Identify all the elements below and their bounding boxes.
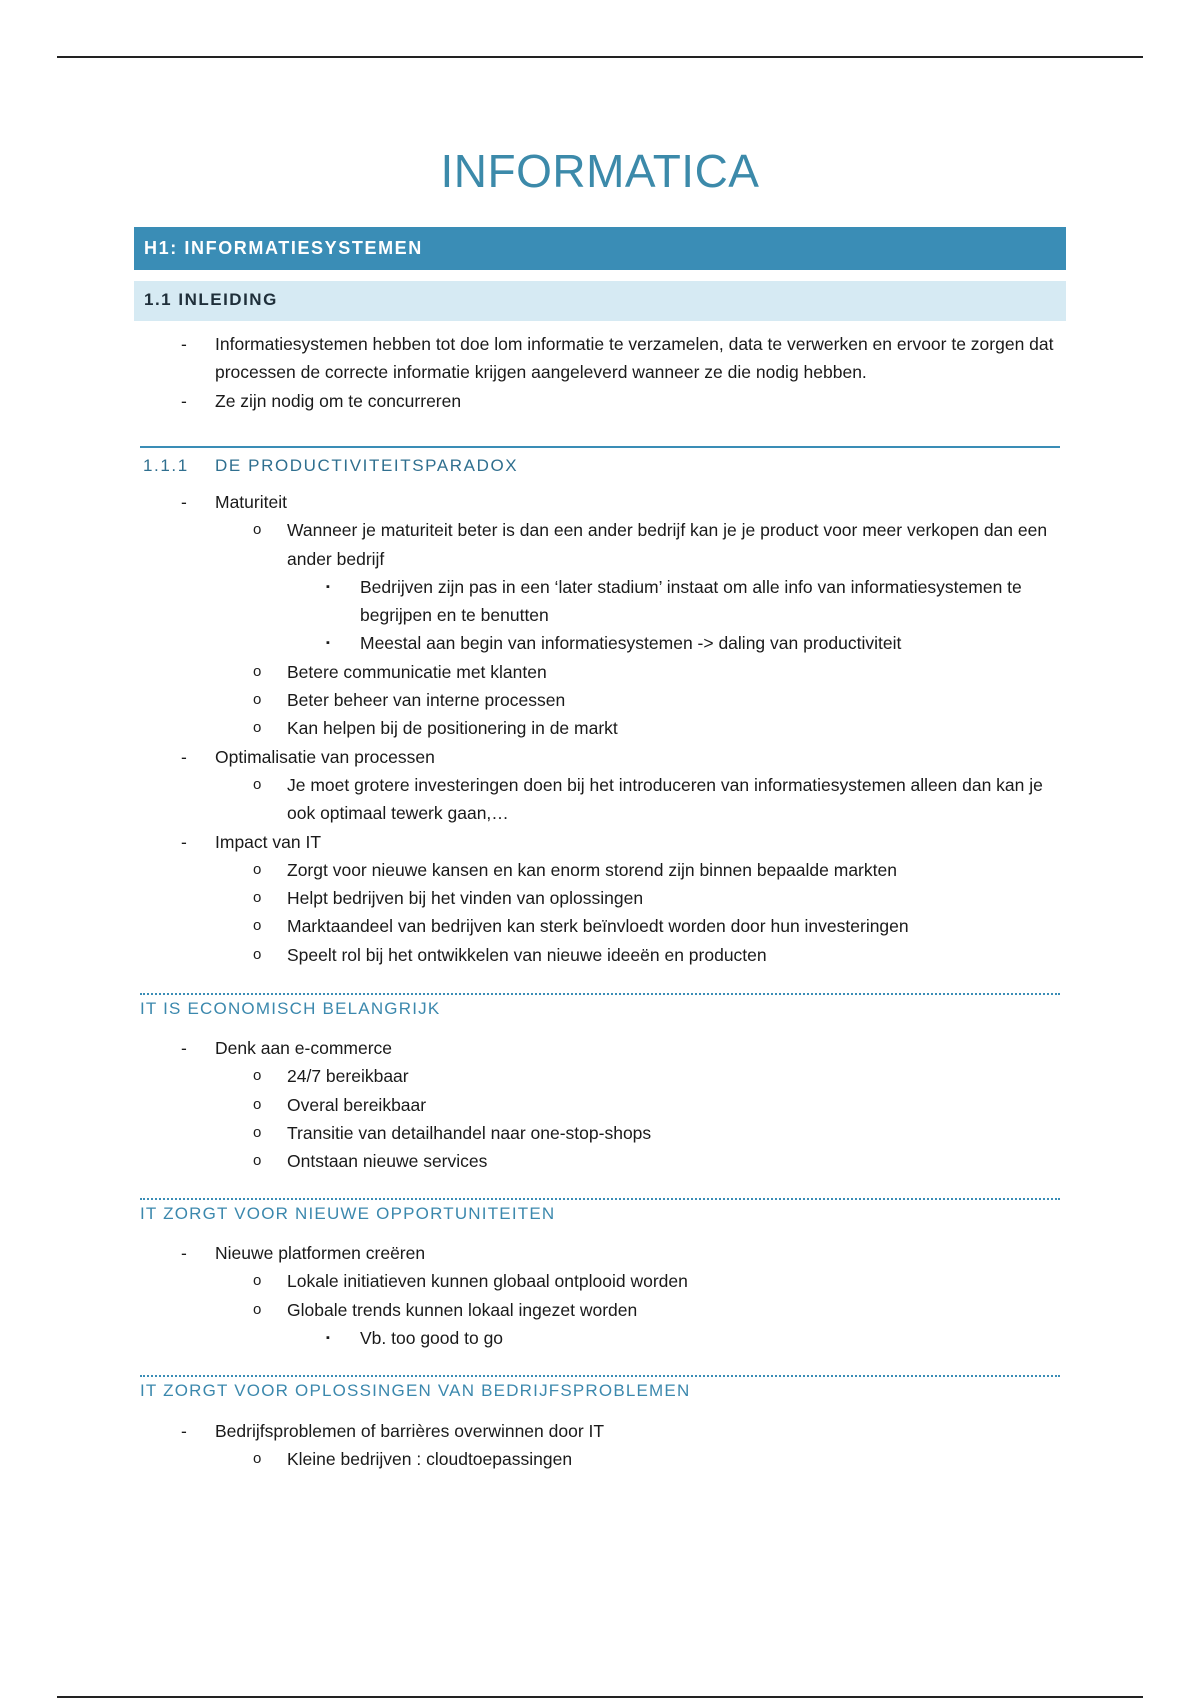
circle-bullet: o bbox=[253, 1152, 262, 1170]
list-item bbox=[0, 629, 1200, 657]
list-item bbox=[0, 771, 1200, 828]
square-bullet: ▪ bbox=[326, 580, 330, 593]
list-item bbox=[0, 743, 1200, 771]
dash-bullet: - bbox=[181, 1421, 187, 1441]
list-item bbox=[0, 1417, 1200, 1445]
list-item-text: Vb. too good to go bbox=[360, 1327, 504, 1348]
economisch-heading: IT IS ECONOMISCH BELANGRIJK bbox=[140, 993, 1060, 1019]
list-item-text: Denk aan e-commerce bbox=[215, 1038, 393, 1058]
list-item bbox=[0, 1324, 1200, 1352]
list-item-text: Maturiteit bbox=[215, 492, 287, 512]
circle-bullet: o bbox=[253, 1300, 262, 1318]
list-item-text: Kleine bedrijven : cloudtoepassingen bbox=[287, 1449, 573, 1470]
list-item bbox=[0, 1445, 1200, 1473]
list-item-text: Nieuwe platformen creëren bbox=[215, 1243, 426, 1263]
circle-bullet: o bbox=[253, 662, 262, 680]
list-item bbox=[0, 884, 1200, 912]
list-item-text: Globale trends kunnen lokaal ingezet worden bbox=[287, 1299, 638, 1320]
list-item bbox=[0, 856, 1200, 884]
list-item-text: Zorgt voor nieuwe kansen en kan enorm storend zijn binnen bepaalde markten bbox=[287, 859, 897, 880]
list-item-text: Transitie van detailhandel naar one-stop-shops bbox=[287, 1122, 652, 1143]
list-item-text: Je moet grotere investeringen doen bij het introduceren van informatiesystemen alleen dan kan je ook optimaal tewerk gaan,… bbox=[287, 774, 1043, 824]
list-item-text: Impact van IT bbox=[215, 831, 322, 852]
economisch-list bbox=[0, 1034, 1200, 1175]
list-item bbox=[0, 912, 1200, 940]
list-item-text: Speelt rol bij het ontwikkelen van nieuwe ideeën en producten bbox=[287, 944, 767, 965]
square-bullet: ▪ bbox=[326, 1331, 330, 1344]
document-title: INFORMATICA bbox=[440, 145, 760, 197]
list-item bbox=[0, 1239, 1200, 1267]
paradox-list bbox=[0, 488, 1200, 969]
subsection-heading bbox=[140, 446, 1060, 476]
list-item-text: Kan helpen bij de positionering in de markt bbox=[287, 718, 618, 739]
page-bottom-rule bbox=[57, 1696, 1143, 1698]
subsection-number: 1.1.1 bbox=[143, 456, 189, 475]
list-item-text: Informatiesystemen hebben tot doe lom informatie te verzamelen, data te verwerken en ervoor te zorgen dat processen de correcte informatie krijgen aangeleverd wanneer ze die nodig hebben. bbox=[215, 334, 1054, 383]
circle-bullet: o bbox=[253, 719, 262, 737]
dash-bullet: - bbox=[181, 1038, 187, 1058]
list-item bbox=[0, 1147, 1200, 1175]
list-item bbox=[0, 573, 1200, 630]
circle-bullet: o bbox=[253, 1067, 262, 1085]
list-item bbox=[0, 714, 1200, 742]
list-item-text: Beter beheer van interne processen bbox=[287, 690, 566, 711]
chapter-heading: H1: INFORMATIESYSTEMEN bbox=[134, 227, 1066, 270]
dash-bullet: - bbox=[181, 492, 187, 512]
section-heading: 1.1 INLEIDING bbox=[134, 281, 1066, 321]
list-item-text: Bedrijven zijn pas in een ‘later stadium’ instaat om alle info van informatiesystemen te begrijpen en te benutten bbox=[360, 576, 1022, 626]
circle-bullet: o bbox=[253, 945, 262, 963]
circle-bullet: o bbox=[253, 889, 262, 907]
list-item bbox=[0, 1119, 1200, 1147]
opportuniteiten-list bbox=[0, 1239, 1200, 1352]
intro-list bbox=[0, 330, 1200, 415]
circle-bullet: o bbox=[253, 1272, 262, 1290]
dash-bullet: - bbox=[181, 1243, 187, 1263]
circle-bullet: o bbox=[253, 775, 262, 793]
list-item-text: Helpt bedrijven bij het vinden van oplossingen bbox=[287, 888, 644, 909]
circle-bullet: o bbox=[253, 860, 262, 878]
list-item bbox=[0, 516, 1200, 573]
list-item-text: Ontstaan nieuwe services bbox=[287, 1151, 488, 1172]
circle-bullet: o bbox=[253, 1095, 262, 1113]
dash-bullet: - bbox=[181, 746, 187, 767]
list-item bbox=[0, 1034, 1200, 1062]
circle-bullet: o bbox=[253, 521, 262, 539]
list-item bbox=[0, 330, 1200, 387]
square-bullet: ▪ bbox=[326, 637, 330, 650]
circle-bullet: o bbox=[253, 1450, 262, 1468]
list-item bbox=[0, 1267, 1200, 1295]
list-item-text: Ze zijn nodig om te concurreren bbox=[215, 390, 462, 411]
circle-bullet: o bbox=[253, 691, 262, 709]
list-item bbox=[0, 828, 1200, 856]
list-item-text: Wanneer je maturiteit beter is dan een ander bedrijf kan je je product voor meer verkopen dan een ander bedrijf bbox=[287, 520, 1048, 569]
circle-bullet: o bbox=[253, 1123, 262, 1141]
list-item-text: Marktaandeel van bedrijven kan sterk beïnvloedt worden door hun investeringen bbox=[287, 916, 909, 937]
list-item bbox=[0, 686, 1200, 714]
list-item bbox=[0, 387, 1200, 415]
list-item bbox=[0, 658, 1200, 686]
dash-bullet: - bbox=[181, 334, 187, 354]
list-item-text: Bedrijfsproblemen of barrières overwinnen door IT bbox=[215, 1421, 605, 1441]
oplossingen-list bbox=[0, 1417, 1200, 1474]
list-item-text: Meestal aan begin van informatiesystemen -> daling van productiviteit bbox=[360, 633, 902, 654]
subsection-title: DE PRODUCTIVITEITSPARADOX bbox=[215, 456, 519, 475]
opportuniteiten-heading: IT ZORGT VOOR NIEUWE OPPORTUNITEITEN bbox=[140, 1198, 1060, 1224]
oplossingen-heading: IT ZORGT VOOR OPLOSSINGEN VAN BEDRIJFSPROBLEMEN bbox=[140, 1375, 1060, 1401]
list-item bbox=[0, 1296, 1200, 1324]
page-top-rule bbox=[57, 56, 1143, 58]
list-item bbox=[0, 941, 1200, 969]
dash-bullet: - bbox=[181, 390, 187, 411]
circle-bullet: o bbox=[253, 917, 262, 935]
list-item-text: Betere communicatie met klanten bbox=[287, 661, 547, 682]
dash-bullet: - bbox=[181, 831, 187, 852]
list-item bbox=[0, 1091, 1200, 1119]
list-item-text: 24/7 bereikbaar bbox=[287, 1066, 409, 1087]
list-item bbox=[0, 1062, 1200, 1090]
list-item-text: Lokale initiatieven kunnen globaal ontplooid worden bbox=[287, 1271, 688, 1292]
list-item bbox=[0, 488, 1200, 516]
list-item-text: Overal bereikbaar bbox=[287, 1094, 427, 1115]
list-item-text: Optimalisatie van processen bbox=[215, 746, 435, 767]
